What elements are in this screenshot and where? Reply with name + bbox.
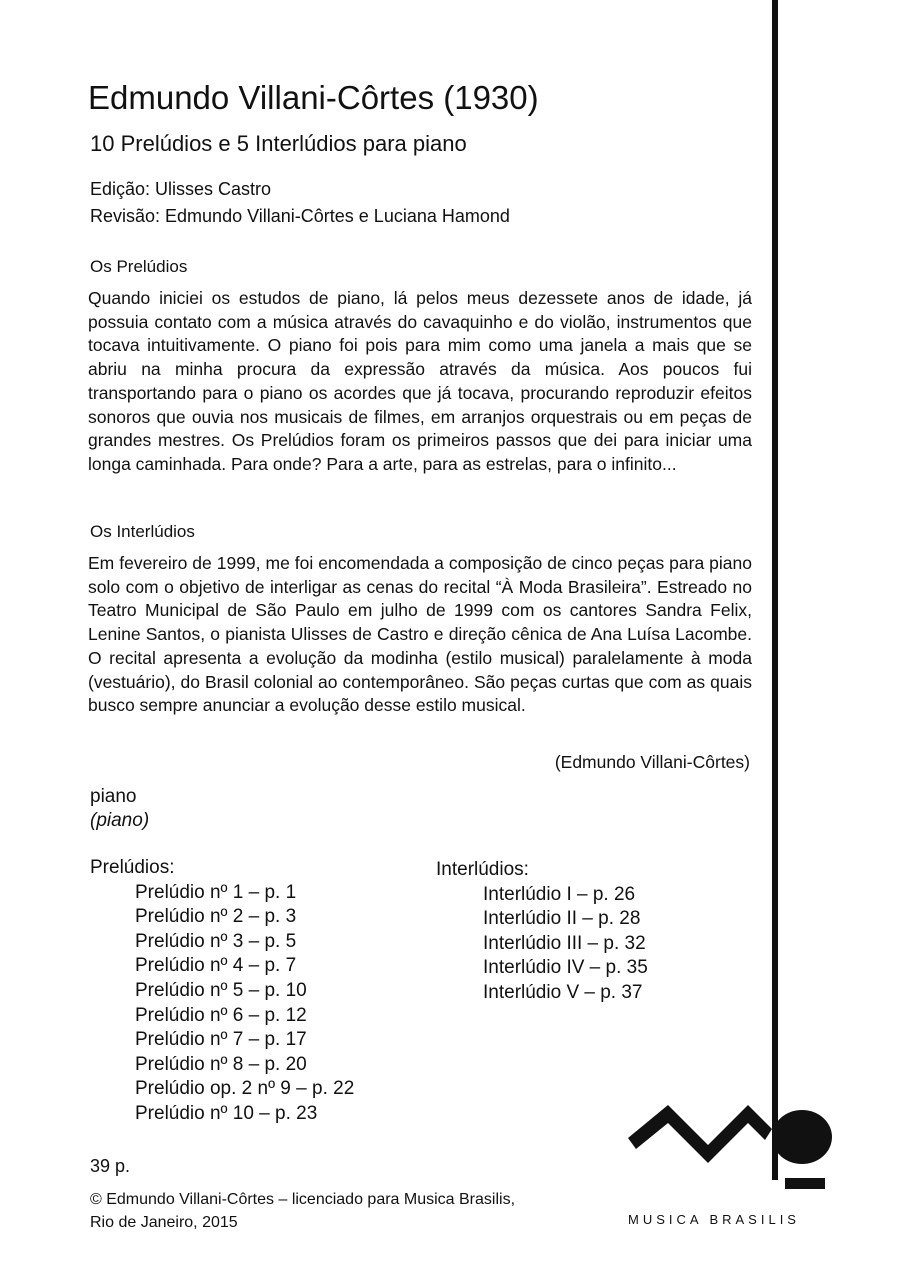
- preludes-heading: Os Prelúdios: [90, 257, 188, 276]
- edition-credit: Edição: Ulisses Castro: [90, 179, 272, 199]
- copyright: [90, 1188, 610, 1234]
- list-item: Prelúdio nº 7 – p. 17: [135, 1029, 307, 1051]
- list-item: Prelúdio nº 1 – p. 1: [135, 881, 297, 903]
- list-item: Prelúdio nº 6 – p. 12: [135, 1004, 307, 1026]
- copyright-line-1: © Edmundo Villani-Côrtes – licenciado para Musica Brasilis,: [90, 1191, 516, 1208]
- page-count: 39 p.: [90, 1156, 131, 1176]
- preludes-contents-heading: Prelúdios:: [90, 857, 175, 878]
- interludes-contents-heading: Interlúdios:: [436, 859, 529, 880]
- brand-name: MUSICA BRASILIS: [628, 1212, 800, 1227]
- musica-brasilis-logo-icon: [620, 1100, 840, 1195]
- preludes-list: [135, 881, 354, 1127]
- page-title: Edmundo Villani-Côrtes (1930): [88, 79, 539, 116]
- instrumentation-label: piano: [90, 786, 137, 807]
- list-item: Prelúdio nº 4 – p. 7: [135, 955, 297, 977]
- preludes-text: Quando iniciei os estudos de piano, lá pelos meus dezessete anos de idade, já possuia contato com a música através do cavaquinho e do violão, instrumentos que tocava intuitivamente. O piano foi pois para mim como uma janela a mais que se abriu na minha procura da expressão através da música. Aos poucos fui transportando para o piano os acordes que já tocava, procurando reproduzir efeitos sonoros que ouvia nos musicais de filmes, em arranjos orquestrais ou em peças de grandes mestres. Os Prelúdios foram os primeiros passos que dei para iniciar uma longa caminhada. Para onde? Para a arte, para as estrelas, para o infinito...: [88, 288, 752, 474]
- list-item: Interlúdio II – p. 28: [483, 908, 641, 930]
- interludes-list: [483, 883, 648, 1006]
- author-signature: (Edmundo Villani-Côrtes): [554, 752, 750, 772]
- list-item: Interlúdio V – p. 37: [483, 981, 643, 1003]
- list-item: Prelúdio nº 10 – p. 23: [135, 1102, 318, 1124]
- interludes-heading: Os Interlúdios: [90, 522, 195, 541]
- page-subtitle: 10 Prelúdios e 5 Interlúdios para piano: [90, 131, 467, 156]
- list-item: Prelúdio nº 8 – p. 20: [135, 1053, 307, 1075]
- instrumentation-label-italic: (piano): [90, 810, 150, 831]
- list-item: Prelúdio nº 2 – p. 3: [135, 906, 297, 928]
- list-item: Prelúdio nº 3 – p. 5: [135, 930, 297, 952]
- interludes-text: Em fevereiro de 1999, me foi encomendada a composição de cinco peças para piano solo com o objetivo de interligar as cenas do recital “À Moda Brasileira”. Estreado no Teatro Municipal de São Paulo em julho de 1999 com os cantores Sandra Felix, Lenine Santos, o pianista Ulisses de Castro e direção cênica de Ana Luísa Lacombe. O recital apresenta a evolução da modinha (estilo musical) paralelamente à moda (vestuário), do Brasil colonial ao contemporâneo. São peças curtas que com as quais busco sempre anunciar a evolução desse estilo musical.: [88, 553, 752, 716]
- interludes-contents: [436, 858, 648, 1006]
- list-item: Prelúdio op. 2 nº 9 – p. 22: [135, 1078, 355, 1100]
- preludes-contents: [90, 856, 354, 1127]
- vertical-rule: [772, 0, 778, 1180]
- list-item: Interlúdio IV – p. 35: [483, 957, 648, 979]
- list-item: Interlúdio III – p. 32: [483, 932, 646, 954]
- revision-credit: Revisão: Edmundo Villani-Côrtes e Luciana Hamond: [90, 206, 510, 226]
- list-item: Interlúdio I – p. 26: [483, 883, 636, 905]
- copyright-line-2: Rio de Janeiro, 2015: [90, 1214, 238, 1231]
- list-item: Prelúdio nº 5 – p. 10: [135, 979, 307, 1001]
